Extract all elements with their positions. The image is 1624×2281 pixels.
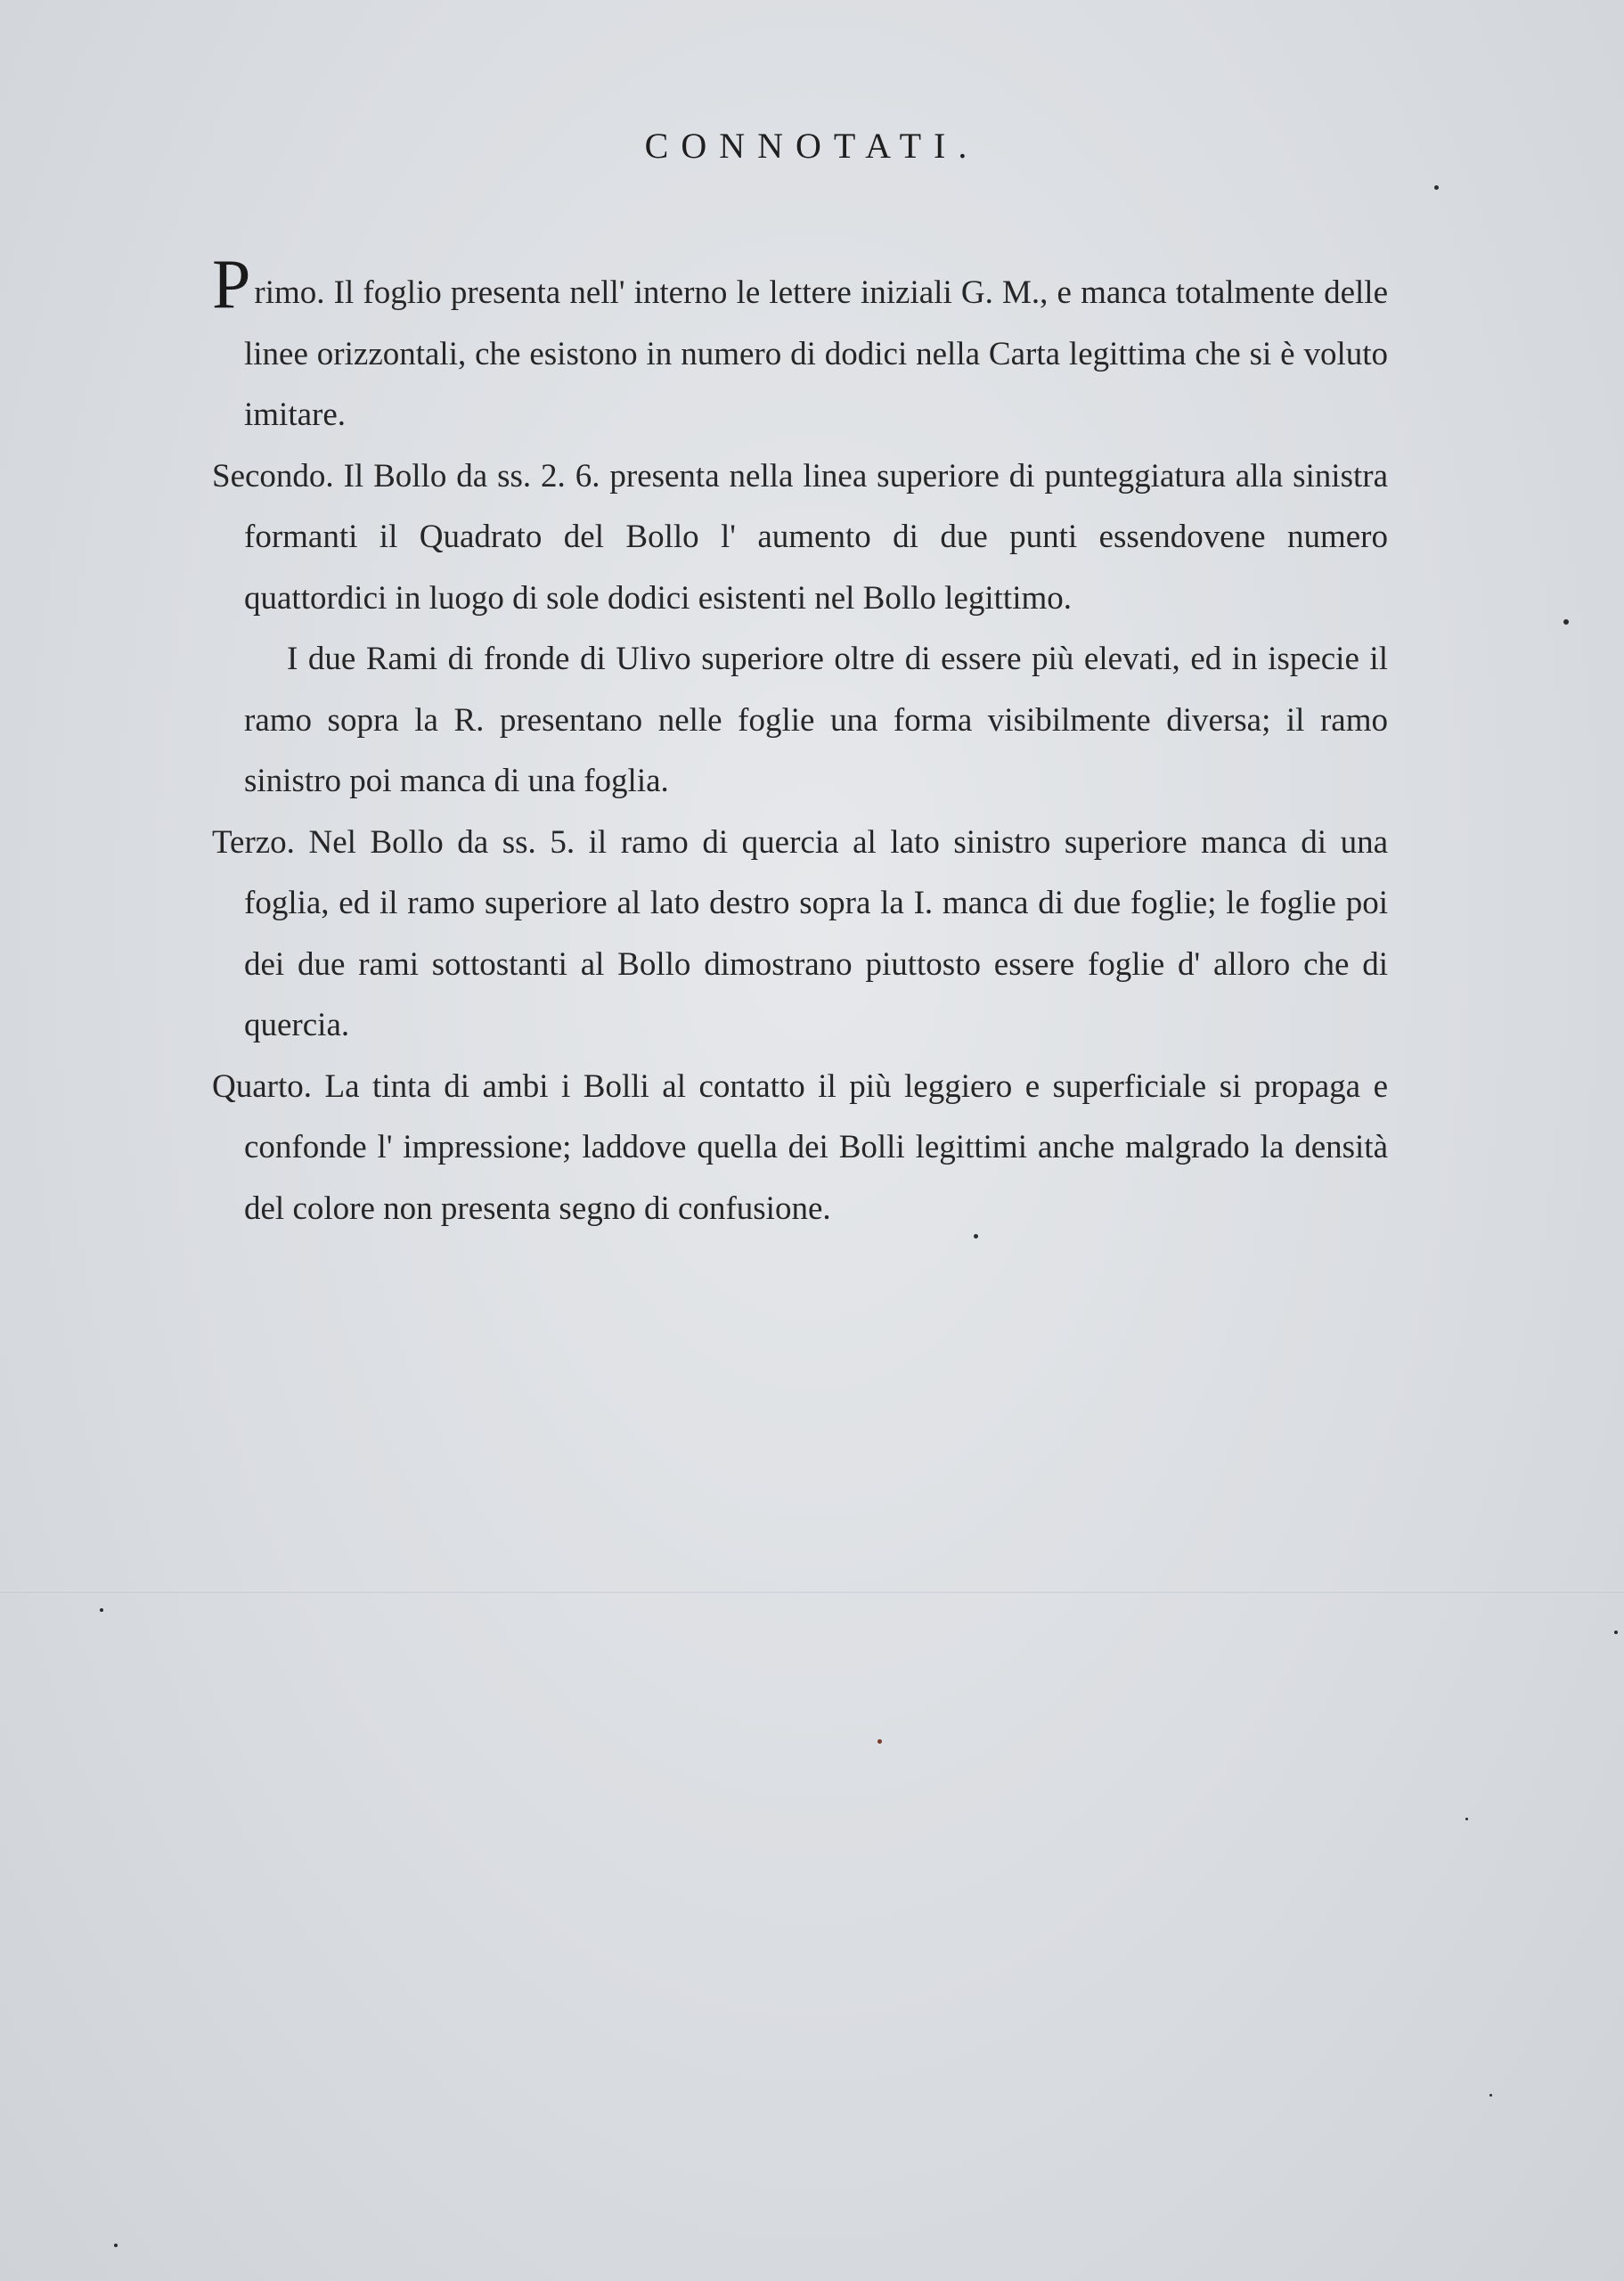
document-heading: CONNOTATI. xyxy=(644,126,980,166)
paragraph-quarto xyxy=(212,1057,1388,1240)
paragraph-primo-text: rimo. Il foglio presenta nell' interno le lettere iniziali G. M., e manca totalmente delle linee orizzontali, che esistono in numero di dodici nella Carta legittima che si è voluto imitare. xyxy=(244,274,1388,433)
paragraph-secondo-text: Secondo. Il Bollo da ss. 2. 6. presenta nella linea superiore di punteggiatura alla sinistra formanti il Quadrato del Bollo l' aumento di due punti essendovene numero quattordici in luogo di sole dodici esistenti nel Bollo legittimo. xyxy=(212,457,1388,617)
ink-speck xyxy=(1465,1818,1468,1820)
paragraph-secondo-continued-text: I due Rami di fronde di Ulivo superiore oltre di essere più elevati, ed in ispecie il ramo sopra la R. presentano nelle foglie una forma visibilmente diversa; il ramo sinistro poi manca di una foglia. xyxy=(244,641,1388,799)
ink-speck xyxy=(1489,2094,1492,2097)
ink-speck xyxy=(114,2244,118,2247)
paragraph-primo xyxy=(212,245,1388,446)
drop-cap: P xyxy=(212,245,251,323)
ink-speck xyxy=(877,1739,882,1744)
paragraph-secondo xyxy=(212,446,1388,630)
document-body xyxy=(212,245,1388,1239)
ink-speck xyxy=(100,1608,103,1612)
paragraph-terzo xyxy=(212,813,1388,1057)
paragraph-secondo-continued xyxy=(212,629,1388,813)
ink-speck xyxy=(1434,185,1439,190)
paper-fold-crease xyxy=(0,1590,1624,1594)
paragraph-quarto-text: Quarto. La tinta di ambi i Bolli al contatto il più leggiero e superficiale si propaga e confonde l' impressione; laddove quella dei Bolli legittimi anche malgrado la densità del colore non presenta segno di confusione. xyxy=(212,1067,1388,1227)
paragraph-terzo-text: Terzo. Nel Bollo da ss. 5. il ramo di quercia al lato sinistro superiore manca di una foglia, ed il ramo superiore al lato destro sopra la I. manca di due foglie; le foglie poi dei due rami sottostanti al Bollo dimostrano piuttosto essere foglie d' alloro che di quercia. xyxy=(212,823,1388,1043)
ink-speck xyxy=(1563,619,1569,625)
ink-speck xyxy=(1614,1631,1618,1634)
